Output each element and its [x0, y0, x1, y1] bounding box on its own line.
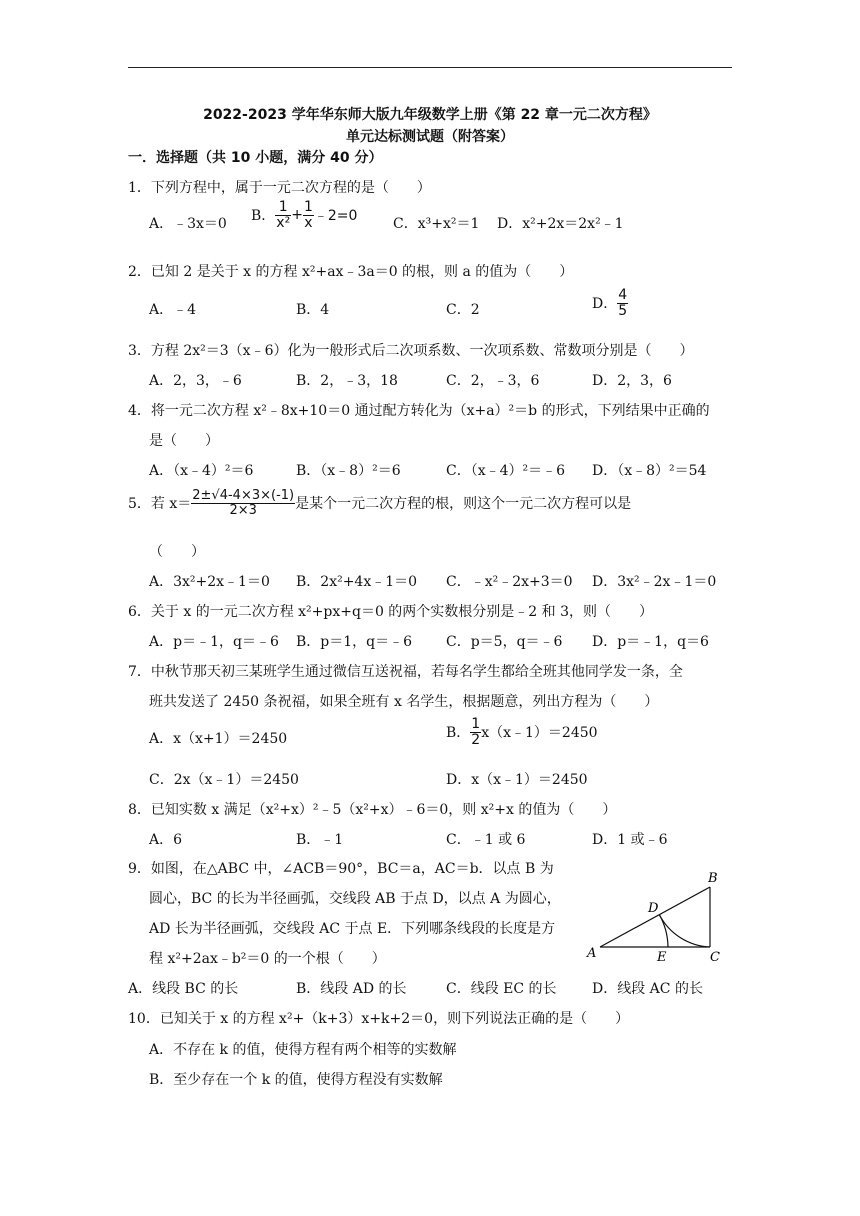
arc-centered-b [660, 915, 711, 947]
q7-option-c: C．2x（x﹣1）＝2450 [149, 772, 299, 788]
q7-b-label: B． [446, 725, 471, 742]
q2-option-d [592, 288, 628, 318]
question-6-stem: 6．关于 x 的一元二次方程 x²+px+q＝0 的两个实数根分别是﹣2 和 3，则（ ） [128, 604, 654, 620]
q7-option-b [446, 717, 598, 747]
q9-option-a: A．线段 BC 的长 [128, 981, 239, 997]
q1-b-label: B． [251, 208, 276, 225]
question-9-line1: 9．如图，在△ABC 中，∠ACB＝90°，BC＝a，AC＝b．以点 B 为 [128, 861, 554, 877]
q1-b-plus: + [291, 207, 303, 224]
q1-option-a: A．﹣3x＝0 [149, 216, 227, 232]
q8-option-b: B．﹣1 [296, 832, 344, 848]
q7-option-a: A．x（x+1）＝2450 [149, 731, 288, 747]
q1-option-d: D．x²+2x＝2x²﹣1 [497, 216, 624, 232]
question-1-stem: 1．下列方程中，属于一元二次方程的是（ ） [128, 180, 431, 196]
q2-option-a: A．﹣4 [149, 302, 197, 318]
q1-b-rest: ﹣2=0 [313, 208, 358, 225]
q1-b-fraction-2: $\frac{1}{x}$ [303, 199, 313, 231]
q4-option-a: A．（x﹣4）²＝6 [149, 463, 254, 479]
question-9-line3: AD 长为半径画弧，交线段 AC 于点 E．下列哪条线段的长度是方 [149, 921, 556, 937]
question-8-stem: 8．已知实数 x 满足（x²+x）²﹣5（x²+x）﹣6＝0，则 x²+x 的值为（ ） [128, 802, 617, 818]
q6-option-b: B．p＝1，q＝﹣6 [296, 634, 413, 650]
question-9-line2: 圆心，BC 的长为半径画弧，交线段 AB 于点 D，以点 A 为圆心， [149, 891, 561, 907]
q5-option-d: D．3x²﹣2x﹣1＝0 [592, 574, 717, 590]
q3-option-a: A．2，3，﹣6 [149, 373, 242, 389]
question-4-stem-line2: 是（ ） [149, 433, 219, 449]
q1-option-b [251, 200, 357, 230]
arc-centered-a [660, 915, 669, 947]
q1-b-fraction-1: $\frac{1}{\text{x²}}$ [276, 199, 291, 231]
page-title-line2: 单元达标测试题（附答案） [346, 129, 514, 145]
question-7-stem-line2: 班共发送了 2450 条祝福，如果全班有 x 名学生，根据题意，列出方程为（ ） [149, 694, 659, 710]
q2-d-label: D． [592, 296, 618, 313]
question-5-stem [128, 489, 631, 517]
q9-option-d: D．线段 AC 的长 [592, 981, 703, 997]
q9-option-b: B．线段 AD 的长 [296, 981, 407, 997]
q4-option-b: B．（x﹣8）²＝6 [296, 463, 401, 479]
q5-option-b: B．2x²+4x﹣1＝0 [296, 574, 418, 590]
q5-stem-pre: 5．若 x＝ [128, 496, 192, 513]
q5-option-c: C．﹣x²﹣2x+3＝0 [446, 574, 573, 590]
header-rule [128, 67, 732, 68]
q3-option-b: B．2，﹣3，18 [296, 373, 398, 389]
label-point-d: D [648, 901, 659, 916]
q7-b-fraction: $\frac{1}{2}$ [471, 716, 481, 748]
question-2-stem: 2．已知 2 是关于 x 的方程 x²+ax﹣3a＝0 的根，则 a 的值为（ ） [128, 264, 574, 280]
q3-option-d: D．2，3，6 [592, 373, 672, 389]
q5-fraction: $\frac{2\pm√4-4\times 3\times(-1)}{2\times 3}$ [192, 488, 295, 518]
q2-d-fraction: $\frac{4}{5}$ [618, 287, 628, 319]
q6-option-a: A．p＝﹣1，q＝﹣6 [149, 634, 279, 650]
question-5-stem-line2: （ ） [149, 544, 205, 560]
q6-option-c: C．p＝5，q＝﹣6 [446, 634, 563, 650]
q1-option-c: C．x³+x²＝1 [393, 216, 480, 232]
q8-option-a: A．6 [149, 832, 183, 848]
q5-option-a: A．3x²+2x﹣1＝0 [149, 574, 270, 590]
q8-option-c: C．﹣1 或 6 [446, 832, 526, 848]
label-point-b: B [708, 871, 718, 886]
label-point-e: E [657, 950, 667, 965]
q5-stem-post: 是某个一元二次方程的根，则这个一元二次方程可以是 [295, 496, 632, 513]
question-7-stem-line1: 7．中秋节那天初三某班学生通过微信互送祝福，若每名学生都给全班其他同学发一条，全 [128, 664, 683, 680]
q9-option-c: C．线段 EC 的长 [446, 981, 557, 997]
q2-option-c: C．2 [446, 302, 480, 318]
q3-option-c: C．2，﹣3，6 [446, 373, 540, 389]
label-point-c: C [710, 950, 720, 965]
q10-option-b: B．至少存在一个 k 的值，使得方程没有实数解 [149, 1072, 443, 1088]
label-point-a: A [587, 946, 597, 961]
question-9-line4: 程 x²+2ax﹣b²＝0 的一个根（ ） [149, 951, 386, 967]
q7-option-d: D．x（x﹣1）＝2450 [446, 772, 588, 788]
q10-option-a: A．不存在 k 的值，使得方程有两个相等的实数解 [149, 1042, 457, 1058]
segment-ab [600, 887, 710, 947]
q6-option-d: D．p＝﹣1，q＝6 [592, 634, 709, 650]
question-10-stem: 10．已知关于 x 的方程 x²+（k+3）x+k+2＝0，则下列说法正确的是（ ） [128, 1011, 630, 1027]
q8-option-d: D．1 或﹣6 [592, 832, 668, 848]
question-4-stem-line1: 4．将一元二次方程 x²﹣8x+10＝0 通过配方转化为（x+a）²＝b 的形式，下列结果中正确的 [128, 403, 710, 419]
triangle-figure [582, 866, 732, 966]
page-title-line1: 2022-2023 学年华东师大版九年级数学上册《第 22 章一元二次方程》 [203, 107, 657, 123]
question-3-stem: 3．方程 2x²＝3（x﹣6）化为一般形式后二次项系数、一次项系数、常数项分别是（ ） [128, 343, 694, 359]
q7-b-rest: x（x﹣1）＝2450 [481, 725, 598, 742]
q2-option-b: B．4 [296, 302, 330, 318]
section-heading: 一．选择题（共 10 小题，满分 40 分） [128, 150, 383, 166]
q4-option-c: C．（x﹣4）²＝﹣6 [446, 463, 566, 479]
q4-option-d: D．（x﹣8）²＝54 [592, 463, 707, 479]
